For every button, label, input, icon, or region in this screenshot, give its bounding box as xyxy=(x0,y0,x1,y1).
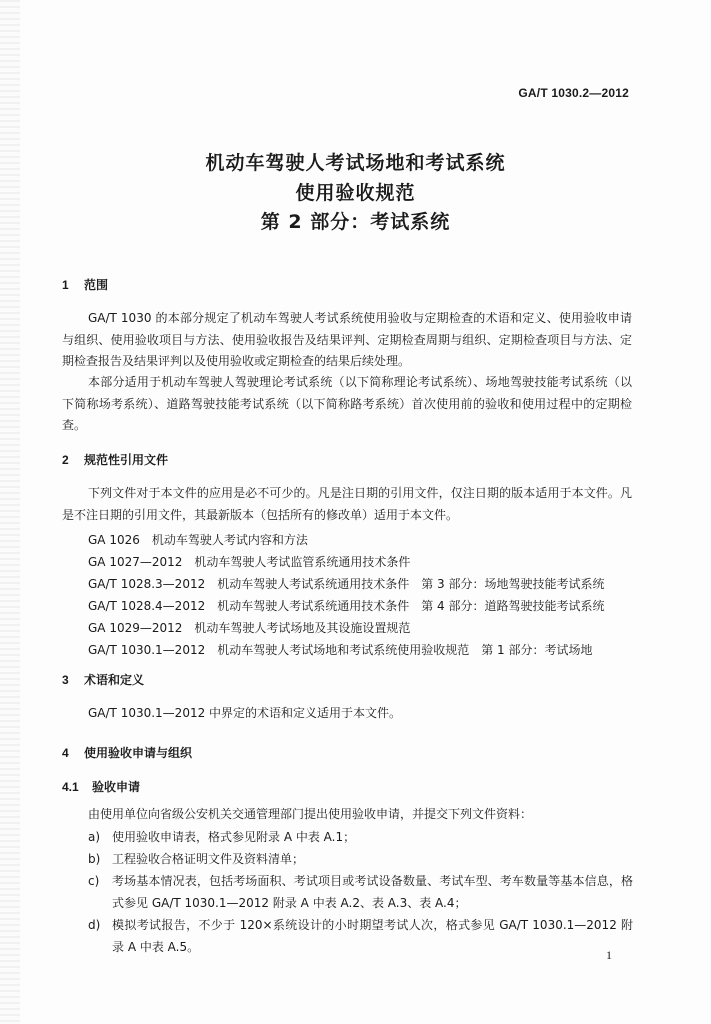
reference-item: GA 1027—2012 机动车驾驶人考试监管系统通用技术条件 xyxy=(88,555,411,569)
section-number: 4 xyxy=(62,746,69,760)
section-1-paragraph-2: 本部分适用于机动车驾驶人驾驶理论考试系统（以下简称理论考试系统）、场地驾驶技能考试系统（以下简称场考系统）、道路驾驶技能考试系统（以下简称路考系统）首次使用前的验收和使用过程中的定期检查。 xyxy=(62,375,632,432)
list-marker: d) xyxy=(88,918,101,932)
section-2-intro: 下列文件对于本文件的应用是必不可少的。凡是注日期的引用文件，仅注日期的版本适用于本文件。凡是不注日期的引用文件，其最新版本（包括所有的修改单）适用于本文件。 xyxy=(62,486,632,522)
reference-item: GA/T 1030.1—2012 机动车驾驶人考试场地和考试系统使用验收规范 第 1 部分：考试场地 xyxy=(88,643,593,657)
list-marker: b) xyxy=(88,852,101,866)
list-item xyxy=(88,914,633,958)
document-title-line-1: 机动车驾驶人考试场地和考试系统 xyxy=(205,152,506,174)
list-text: 考场基本情况表，包括考场面积、考试项目或考试设备数量、考试车型、考车数量等基本信息，格式参见 GA/T 1030.1—2012 附录 A 中表 A.2、表 A.3、表 A.4； xyxy=(112,874,633,910)
document-title-line-2: 使用验收规范 xyxy=(295,182,416,204)
list-marker: a) xyxy=(88,830,101,844)
section-number: 2 xyxy=(62,453,69,467)
section-3-paragraph: GA/T 1030.1—2012 中界定的术语和定义适用于本文件。 xyxy=(88,706,402,720)
section-title: 规范性引用文件 xyxy=(84,453,169,467)
section-number: 4.1 xyxy=(62,780,79,794)
section-4-heading xyxy=(62,744,192,761)
section-number: 1 xyxy=(62,278,69,292)
section-title: 验收申请 xyxy=(92,780,141,794)
section-title: 术语和定义 xyxy=(84,673,145,687)
list-item xyxy=(88,870,633,914)
reference-item: GA/T 1028.3—2012 机动车驾驶人考试系统通用技术条件 第 3 部分：场地驾驶技能考试系统 xyxy=(88,577,605,591)
section-1-paragraph-1: GA/T 1030 的本部分规定了机动车驾驶人考试系统使用验收与定期检查的术语和定义、使用验收申请与组织、使用验收项目与方法、使用验收报告及结果评判、定期检查周期与组织、定期检查项目与方法、定期检查报告及结果评判以及使用验收或定期检查的结果后续处理。 xyxy=(62,311,632,368)
page-number: 1 xyxy=(606,948,612,962)
list-text: 模拟考试报告，不少于 120×系统设计的小时期望考试人次，格式参见 GA/T 1030.1—2012 附录 A 中表 A.5。 xyxy=(112,918,633,954)
section-number: 3 xyxy=(62,673,69,687)
section-4-1-intro: 由使用单位向省级公安机关交通管理部门提出使用验收申请，并提交下列文件资料： xyxy=(88,807,533,821)
reference-item: GA/T 1028.4—2012 机动车驾驶人考试系统通用技术条件 第 4 部分：道路驾驶技能考试系统 xyxy=(88,599,605,613)
standard-code: GA/T 1030.2—2012 xyxy=(518,86,629,100)
section-4-1-heading xyxy=(62,778,140,795)
document-title-line-3: 第 2 部分：考试系统 xyxy=(260,211,451,233)
reference-item: GA 1029—2012 机动车驾驶人考试场地及其设施设置规范 xyxy=(88,621,411,635)
list-marker: c) xyxy=(88,874,100,888)
section-3-heading xyxy=(62,671,144,688)
section-1-heading xyxy=(62,276,108,293)
list-item xyxy=(88,826,633,848)
list-text: 工程验收合格证明文件及资料清单； xyxy=(112,852,305,866)
section-title: 范围 xyxy=(84,278,109,292)
reference-item: GA 1026 机动车驾驶人考试内容和方法 xyxy=(88,533,308,547)
section-2-heading xyxy=(62,451,168,468)
section-title: 使用验收申请与组织 xyxy=(84,746,193,760)
list-item xyxy=(88,848,633,870)
list-text: 使用验收申请表，格式参见附录 A 中表 A.1； xyxy=(112,830,356,844)
